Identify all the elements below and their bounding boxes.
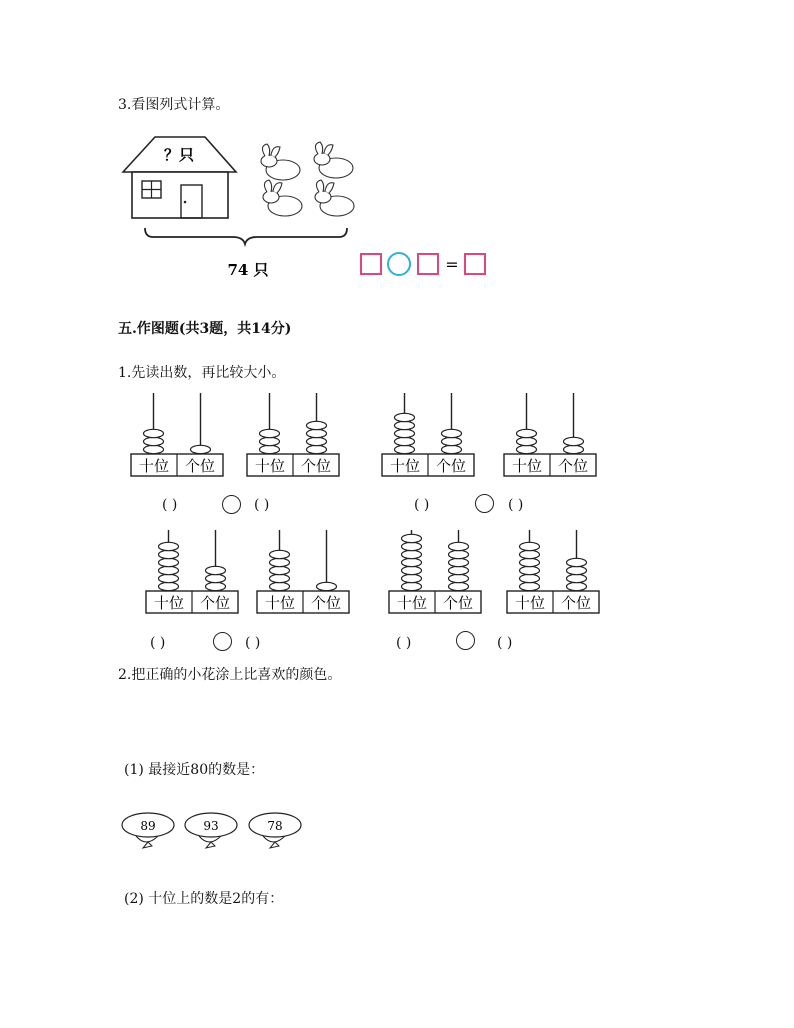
compare-circle[interactable] [213,632,232,651]
flower-number: 89 [140,819,156,833]
abacus-bead [144,429,164,437]
abacus [503,390,597,478]
abacus-bead [144,437,164,445]
abacus [381,390,475,478]
answer-paren[interactable]: ( ) [150,635,166,651]
answer-paren[interactable]: ( ) [414,497,430,513]
abacus-bead [395,429,415,437]
total-label: 74 只 [227,261,269,279]
answer-paren[interactable]: ( ) [508,497,524,513]
answer-box[interactable] [465,254,485,274]
abacus-bead [260,429,280,437]
abacus-bead [159,582,179,590]
abacus-bead [567,558,587,566]
ones-label: 个位 [184,457,216,475]
abacus-bead [307,429,327,437]
equals-sign: = [445,255,459,274]
abacus-bead [206,566,226,574]
abacus-bead [449,550,469,558]
abacus-bead [564,437,584,445]
tens-label: 十位 [138,457,170,475]
abacus-bead [159,566,179,574]
abacus-bead [395,437,415,445]
abacus [256,527,350,615]
q1-title: 1.先读出数，再比较大小。 [118,365,286,381]
abacus-bead [402,582,422,590]
abacus-bead [402,574,422,582]
abacus-bead [270,574,290,582]
abacus-bead [517,437,537,445]
abacus-bead [260,445,280,453]
abacus-bead [449,574,469,582]
ones-label: 个位 [560,594,592,612]
tens-label: 十位 [396,594,428,612]
q2-part2: (2) 十位上的数是2的有： [124,891,284,907]
abacus-bead [402,534,422,542]
ones-label: 个位 [310,594,342,612]
tens-label: 十位 [264,594,296,612]
flower-icon[interactable] [185,813,237,848]
answer-paren[interactable]: ( ) [254,497,270,513]
tens-label: 十位 [511,457,543,475]
abacus-bead [517,445,537,453]
abacus [388,527,482,615]
answer-paren[interactable]: ( ) [396,635,412,651]
abacus-bead [442,445,462,453]
abacus-bead [307,437,327,445]
tens-label: 十位 [389,457,421,475]
rabbit-icon [314,142,353,178]
flower-icon[interactable] [122,813,174,848]
abacus-bead [449,582,469,590]
tens-label: 十位 [514,594,546,612]
abacus-bead [144,445,164,453]
abacus-bead [395,445,415,453]
answer-box[interactable] [361,254,381,274]
compare-circle[interactable] [456,631,475,650]
operator-circle[interactable] [388,253,410,275]
answer-paren[interactable]: ( ) [162,497,178,513]
abacus-bead [191,445,211,453]
flower-icon[interactable] [249,813,301,848]
abacus-bead [402,542,422,550]
rabbit-icon [261,144,300,180]
q3-figure [115,130,495,290]
brace [145,228,347,244]
abacus-bead [520,558,540,566]
abacus-bead [206,582,226,590]
abacus-bead [567,574,587,582]
q2-title: 2.把正确的小花涂上比喜欢的颜色。 [118,667,342,683]
abacus [130,390,224,478]
abacus-bead [402,550,422,558]
compare-circle[interactable] [222,495,241,514]
abacus [506,527,600,615]
abacus-bead [402,566,422,574]
abacus-bead [159,574,179,582]
abacus-bead [270,558,290,566]
abacus-bead [270,566,290,574]
ones-label: 个位 [557,457,589,475]
tens-label: 十位 [254,457,286,475]
abacus [145,527,239,615]
ones-label: 个位 [442,594,474,612]
abacus-bead [159,542,179,550]
ones-label: 个位 [199,594,231,612]
abacus-bead [520,582,540,590]
abacus-bead [520,550,540,558]
abacus-bead [260,437,280,445]
abacus-bead [520,542,540,550]
flower-row [118,806,318,856]
abacus-bead [206,574,226,582]
answer-paren[interactable]: ( ) [497,635,513,651]
abacus-bead [395,421,415,429]
abacus-bead [402,558,422,566]
abacus-bead [567,566,587,574]
answer-paren[interactable]: ( ) [245,635,261,651]
flower-number: 93 [203,819,219,833]
abacus-bead [442,429,462,437]
q2-part1: (1) 最接近80的数是： [124,762,265,778]
abacus-bead [270,550,290,558]
abacus-bead [395,413,415,421]
abacus-bead [517,429,537,437]
abacus-bead [317,582,337,590]
abacus-bead [307,421,327,429]
section-heading: 五.作图题(共3题，共14分) [118,321,292,337]
abacus-bead [449,566,469,574]
rabbit-icon [263,180,302,216]
abacus-bead [520,566,540,574]
flower-number: 78 [267,819,283,833]
answer-box[interactable] [418,254,438,274]
rabbit-icon [315,180,354,216]
abacus-bead [564,445,584,453]
q3-title: 3.看图列式计算。 [118,97,230,113]
abacus-bead [449,542,469,550]
ones-label: 个位 [435,457,467,475]
compare-circle[interactable] [475,494,494,513]
abacus-bead [567,582,587,590]
ones-label: 个位 [300,457,332,475]
abacus-bead [307,445,327,453]
house-label: ？只 [163,146,195,164]
tens-label: 十位 [153,594,185,612]
abacus-bead [520,574,540,582]
abacus-bead [449,558,469,566]
abacus-bead [159,558,179,566]
abacus [246,390,340,478]
abacus-bead [270,582,290,590]
abacus-bead [159,550,179,558]
abacus-bead [442,437,462,445]
